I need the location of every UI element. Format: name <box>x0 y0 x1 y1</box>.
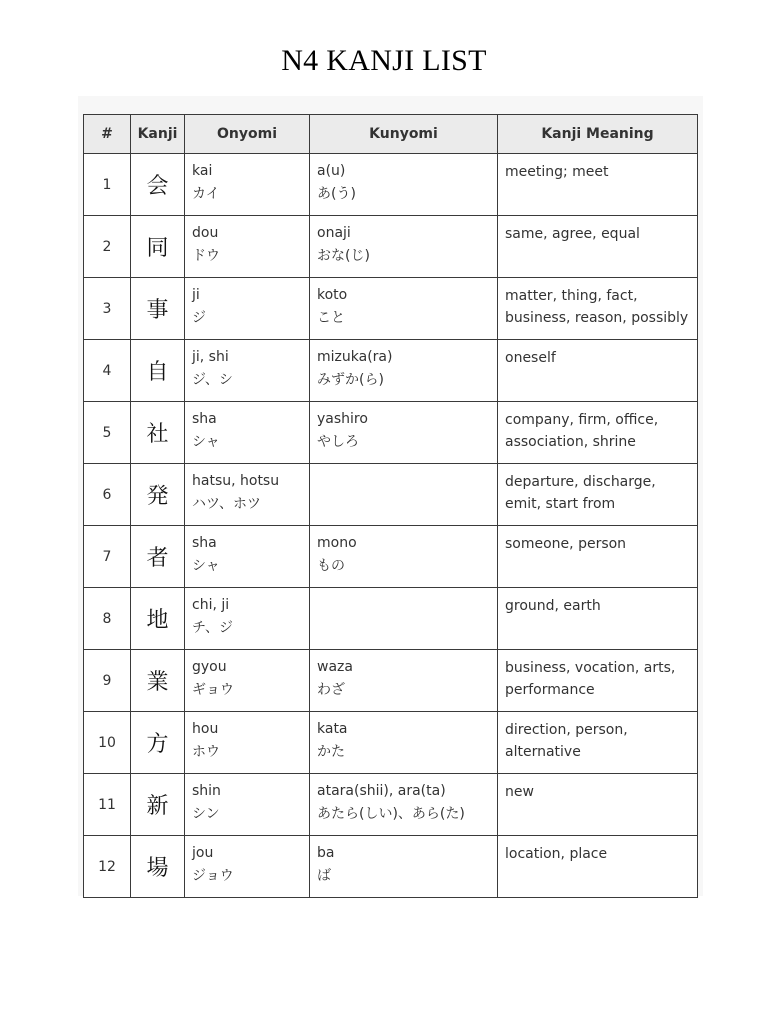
onyomi-cell <box>185 650 310 712</box>
table-row <box>84 464 698 526</box>
row-number: 12 <box>84 836 131 898</box>
kunyomi-kana: あ(う) <box>317 186 356 202</box>
kunyomi-cell <box>310 650 498 712</box>
meaning-cell: direction, person, alternative <box>498 712 698 774</box>
kanji-character: 事 <box>131 278 185 340</box>
onyomi-kana: チ、ジ <box>192 620 234 636</box>
table-row <box>84 650 698 712</box>
onyomi-kana: シン <box>192 806 220 822</box>
kunyomi-romaji: a(u) <box>317 163 346 179</box>
onyomi-cell <box>185 402 310 464</box>
kunyomi-romaji: kata <box>317 721 348 737</box>
onyomi-kana: ジョウ <box>192 868 234 884</box>
kunyomi-romaji: koto <box>317 287 348 303</box>
kunyomi-cell <box>310 526 498 588</box>
onyomi-kana: ジ、シ <box>192 372 233 388</box>
row-number: 2 <box>84 216 131 278</box>
onyomi-cell <box>185 774 310 836</box>
row-number: 3 <box>84 278 131 340</box>
kunyomi-kana <box>317 617 491 640</box>
kanji-character: 新 <box>131 774 185 836</box>
kanji-character: 社 <box>131 402 185 464</box>
onyomi-kana: ジ <box>192 310 206 326</box>
row-number: 6 <box>84 464 131 526</box>
kanji-character: 場 <box>131 836 185 898</box>
onyomi-romaji: jou <box>192 845 214 861</box>
row-number: 8 <box>84 588 131 650</box>
meaning-cell: meeting; meet <box>498 154 698 216</box>
onyomi-cell <box>185 712 310 774</box>
kanji-character: 会 <box>131 154 185 216</box>
kunyomi-kana: わざ <box>317 682 345 698</box>
onyomi-romaji: ji <box>192 287 200 303</box>
onyomi-kana: ギョウ <box>192 682 234 698</box>
kanji-character: 自 <box>131 340 185 402</box>
kunyomi-romaji <box>317 470 491 493</box>
meaning-cell: matter, thing, fact, business, reason, possibly <box>498 278 698 340</box>
kanji-character: 同 <box>131 216 185 278</box>
meaning-cell: ground, earth <box>498 588 698 650</box>
kunyomi-romaji: mizuka(ra) <box>317 349 393 365</box>
onyomi-romaji: hatsu, hotsu <box>192 473 280 489</box>
onyomi-kana: シャ <box>192 434 220 450</box>
header-onyomi: Onyomi <box>185 115 310 154</box>
kunyomi-kana: あたら(しい)、あら(た) <box>317 806 465 822</box>
kunyomi-romaji: atara(shii), ara(ta) <box>317 783 446 799</box>
kunyomi-kana: みずか(ら) <box>317 372 384 388</box>
onyomi-cell <box>185 340 310 402</box>
onyomi-romaji: sha <box>192 411 217 427</box>
table-row <box>84 712 698 774</box>
onyomi-cell <box>185 464 310 526</box>
kunyomi-kana: こと <box>317 310 345 326</box>
row-number: 4 <box>84 340 131 402</box>
onyomi-cell <box>185 526 310 588</box>
meaning-cell: location, place <box>498 836 698 898</box>
table-row <box>84 526 698 588</box>
kunyomi-romaji <box>317 594 491 617</box>
onyomi-kana: ホウ <box>192 744 220 760</box>
kanji-character: 発 <box>131 464 185 526</box>
kunyomi-cell <box>310 402 498 464</box>
row-number: 5 <box>84 402 131 464</box>
table-row <box>84 216 698 278</box>
onyomi-cell <box>185 836 310 898</box>
meaning-cell: someone, person <box>498 526 698 588</box>
onyomi-cell <box>185 588 310 650</box>
table-row <box>84 278 698 340</box>
kunyomi-kana: やしろ <box>317 434 359 450</box>
table-row <box>84 588 698 650</box>
row-number: 10 <box>84 712 131 774</box>
kunyomi-kana: もの <box>317 558 345 574</box>
kunyomi-cell <box>310 588 498 650</box>
meaning-cell: oneself <box>498 340 698 402</box>
table-row <box>84 836 698 898</box>
kunyomi-cell <box>310 464 498 526</box>
onyomi-romaji: hou <box>192 721 219 737</box>
kunyomi-romaji: onaji <box>317 225 351 241</box>
header-meaning: Kanji Meaning <box>498 115 698 154</box>
kunyomi-romaji: waza <box>317 659 353 675</box>
table-row <box>84 154 698 216</box>
kunyomi-cell <box>310 216 498 278</box>
kunyomi-romaji: yashiro <box>317 411 368 427</box>
row-number: 7 <box>84 526 131 588</box>
header-number: # <box>84 115 131 154</box>
table-header-row <box>84 115 698 154</box>
onyomi-cell <box>185 216 310 278</box>
kunyomi-romaji: ba <box>317 845 335 861</box>
kanji-character: 業 <box>131 650 185 712</box>
meaning-cell: departure, discharge, emit, start from <box>498 464 698 526</box>
meaning-cell: company, firm, office, association, shrine <box>498 402 698 464</box>
row-number: 11 <box>84 774 131 836</box>
table-row <box>84 340 698 402</box>
kunyomi-kana: かた <box>317 744 345 760</box>
kunyomi-romaji: mono <box>317 535 357 551</box>
onyomi-kana: ドウ <box>192 248 220 264</box>
meaning-cell: new <box>498 774 698 836</box>
onyomi-romaji: dou <box>192 225 219 241</box>
kunyomi-cell <box>310 712 498 774</box>
kunyomi-cell <box>310 774 498 836</box>
header-kanji: Kanji <box>131 115 185 154</box>
kanji-character: 者 <box>131 526 185 588</box>
kunyomi-cell <box>310 836 498 898</box>
meaning-cell: same, agree, equal <box>498 216 698 278</box>
onyomi-cell <box>185 154 310 216</box>
kunyomi-kana: ば <box>317 868 331 884</box>
kunyomi-cell <box>310 278 498 340</box>
onyomi-cell <box>185 278 310 340</box>
table-row <box>84 774 698 836</box>
onyomi-romaji: kai <box>192 163 213 179</box>
kunyomi-kana: おな(じ) <box>317 248 370 264</box>
onyomi-romaji: ji, shi <box>192 349 229 365</box>
meaning-cell: business, vocation, arts, performance <box>498 650 698 712</box>
header-kunyomi: Kunyomi <box>310 115 498 154</box>
kunyomi-cell <box>310 340 498 402</box>
kanji-character: 方 <box>131 712 185 774</box>
onyomi-romaji: shin <box>192 783 221 799</box>
row-number: 1 <box>84 154 131 216</box>
kunyomi-kana <box>317 493 491 516</box>
onyomi-kana: シャ <box>192 558 220 574</box>
onyomi-kana: カイ <box>192 186 220 202</box>
kunyomi-cell <box>310 154 498 216</box>
kanji-table-container <box>78 96 703 896</box>
onyomi-romaji: gyou <box>192 659 227 675</box>
onyomi-kana: ハツ、ホツ <box>192 496 262 512</box>
row-number: 9 <box>84 650 131 712</box>
onyomi-romaji: sha <box>192 535 217 551</box>
onyomi-romaji: chi, ji <box>192 597 230 613</box>
kanji-table <box>83 114 698 898</box>
table-row <box>84 402 698 464</box>
kanji-character: 地 <box>131 588 185 650</box>
page-title: N4 KANJI LIST <box>281 44 487 77</box>
